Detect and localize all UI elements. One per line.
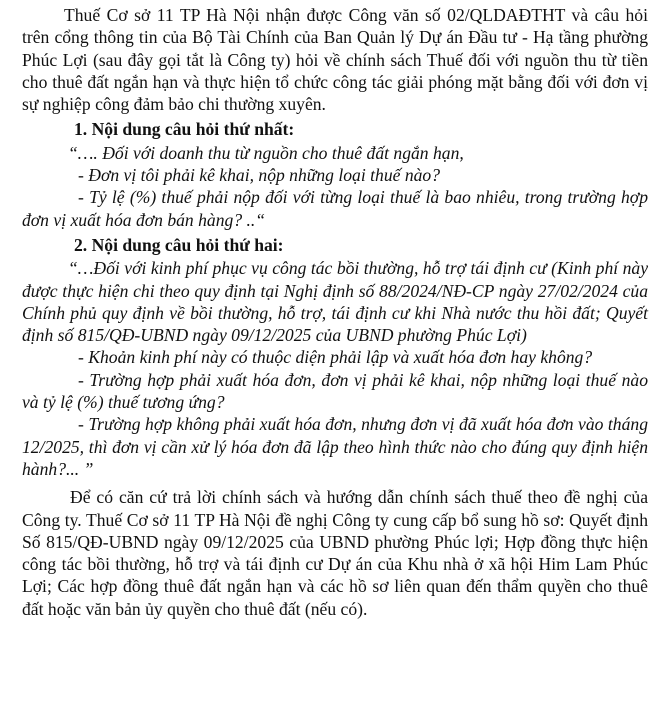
question-1-line-1: “…. Đối với doanh thu từ nguồn cho thuê đất ngắn hạn, <box>68 142 464 163</box>
intro-paragraph: Thuế Cơ sở 11 TP Hà Nội nhận được Công văn số 02/QLDAĐTHT và câu hỏi trên cổng thông tin của Bộ Tài Chính của Ban Quản lý Dự án Đầu tư - Hạ tầng phường Phúc Lợi (sau đây gọi tắt là Công ty) hỏi về chính sách Thuế đối với nguồn thu từ tiền cho thuê đất ngắn hạn và thực hiện tổ chức công tác giải phóng mặt bằng đối với đơn vị sự nghiệp công đảm bảo chi thường xuyên. <box>22 5 648 115</box>
question-2-line-1: “…Đối với kinh phí phục vụ công tác bồi thường, hỗ trợ tái định cư (Kinh phí này được thực hiện chi theo quy định tại Nghị định số 88/2024/NĐ-CP ngày 27/02/2024 của Chính phủ quy định về bồi thường, hỗ trợ, tái định cư khi Nhà nước thu hồi đất; Quyết định số 815/QĐ-UBND ngày 09/12/2025 của UBND phường Phúc Lợi) <box>22 258 648 346</box>
question-2-line-4: - Trường hợp không phải xuất hóa đơn, nhưng đơn vị đã xuất hóa đơn vào tháng 12/2025, thì đơn vị cần xử lý hóa đơn đã lập theo hình thức nào cho đúng quy định hiện hành?... ” <box>22 414 648 479</box>
question-1-heading: 1. Nội dung câu hỏi thứ nhất: <box>74 119 295 140</box>
question-2-line-2: - Khoản kinh phí này có thuộc diện phải lập và xuất hóa đơn hay không? <box>78 347 593 368</box>
document-page <box>22 4 648 620</box>
closing-paragraph: Để có căn cứ trả lời chính sách và hướng dẫn chính sách thuế theo đề nghị của Công ty. Thuế Cơ sở 11 TP Hà Nội đề nghị Công ty cung cấp bổ sung hồ sơ: Quyết định Số 815/QĐ-UBND ngày 09/12/2025 của UBND phường Phúc lợi; Hợp đồng thực hiện công tác bồi thường, hỗ trợ và tái định cư Dự án của Khu nhà ở xã hội Him Lam Phúc Lợi; Các hợp đồng thuê đất ngắn hạn và các hồ sơ liên quan đến thẩm quyền cho thuê đất hoặc văn bản ủy quyền cho thuê đất (nếu có). <box>22 487 648 619</box>
question-2-heading: 2. Nội dung câu hỏi thứ hai: <box>74 234 284 255</box>
question-1-line-2: - Đơn vị tôi phải kê khai, nộp những loại thuế nào? <box>78 165 441 186</box>
question-1-line-3: - Tỷ lệ (%) thuế phải nộp đối với từng loại thuế là bao nhiêu, trong trường hợp đơn vị xuất hóa đơn bán hàng? ..“ <box>22 187 648 230</box>
question-2-line-3: - Trường hợp phải xuất hóa đơn, đơn vị phải kê khai, nộp những loại thuế nào và tỷ lệ (%) thuế tương ứng? <box>22 369 648 413</box>
